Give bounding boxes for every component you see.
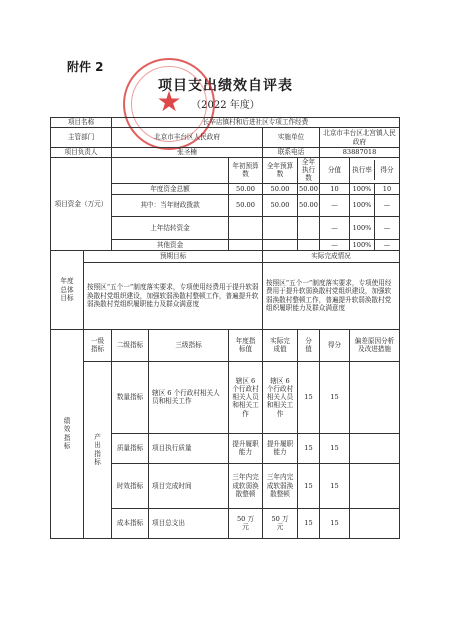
funds-section-label: 项目资金（万元） (51, 158, 112, 251)
project-name-row (51, 118, 400, 128)
indicator-target: 提升履职能力 (229, 433, 263, 463)
indicator-score: 15 (320, 508, 350, 538)
indicator-level3: 项目执行质量 (149, 433, 229, 463)
indicator-level3: 项目总支出 (149, 508, 229, 538)
funds-annual: 50.00 (263, 194, 298, 216)
funds-rate-score (350, 239, 400, 250)
funds-executed: 50.00 (298, 194, 320, 216)
funds-header-rate-score (350, 158, 400, 184)
seal-star-icon: ★ (156, 85, 182, 118)
phone-label: 联系电话 (263, 148, 320, 158)
funds-weight: — (320, 216, 350, 239)
impl-unit-value: 北京市丰台区北宫镇人民政府 (320, 128, 400, 148)
funds-header-score: 得分 (380, 166, 394, 175)
indicator-level2: 成本指标 (112, 508, 149, 538)
funds-score: — (383, 240, 391, 249)
funds-initial (229, 239, 263, 250)
indicator-level3: 项目完成时间 (149, 463, 229, 508)
goals-actual-label: 实际完成情况 (263, 250, 400, 262)
indicator-level2: 数量指标 (112, 361, 149, 433)
indicator-level1: 产出指标 (84, 361, 112, 538)
dept-row (51, 128, 400, 148)
funds-score: 10 (382, 184, 392, 193)
funds-header-row (51, 158, 400, 184)
indicators-header-actual: 实际完成值 (263, 329, 298, 361)
funds-score: — (383, 223, 391, 232)
indicator-target: 50 万元 (229, 508, 263, 538)
funds-rate: 100% (350, 184, 375, 194)
indicator-actual: 三年内完成软弱涣散整顿 (263, 463, 298, 508)
indicators-header-level3: 三级指标 (149, 329, 229, 361)
indicators-section-label: 绩效指标 (51, 329, 84, 538)
indicators-header-weight: 分值 (298, 329, 320, 361)
indicator-level2: 时效指标 (112, 463, 149, 508)
indicator-weight: 15 (298, 508, 320, 538)
funds-weight: — (320, 239, 350, 250)
indicators-header-level1: 一级指标 (84, 329, 112, 361)
indicator-actual: 辖区 6 个行政村相关人员和相关工作 (263, 361, 298, 433)
indicator-weight: 15 (298, 433, 320, 463)
attachment-label: 附件 2 (67, 60, 104, 74)
dept-label: 主管部门 (51, 128, 112, 148)
goals-actual-text: 按照区“五个一”制度落实要求，专项使用经费用于提升软弱涣散村党组织建设，加强软弱涣散村整顿工作，普遍提升软弱涣散村党组织履职能力及群众满意度 (263, 262, 400, 329)
funds-initial: 50.00 (229, 183, 263, 194)
indicator-score: 15 (320, 463, 350, 508)
funds-weight: — (320, 194, 350, 216)
funds-rate: 100% (350, 195, 375, 216)
funds-rate: 100% (350, 240, 375, 250)
funds-header-blank (112, 158, 229, 184)
funds-rate-score (350, 194, 400, 216)
funds-row-label: 其中：当年财政拨款 (112, 194, 229, 216)
indicator-score: 15 (320, 433, 350, 463)
funds-rate-score (350, 216, 400, 239)
goals-section-label: 年度总体目标 (51, 250, 84, 329)
indicator-score: 15 (320, 361, 350, 433)
leader-value: 张圣楠 (112, 148, 263, 158)
year-subtitle: （2022 年度） (191, 100, 260, 111)
indicator-weight: 15 (298, 361, 320, 433)
indicators-header-score: 得分 (320, 329, 350, 361)
indicator-level2: 质量指标 (112, 433, 149, 463)
funds-initial: 50.00 (229, 194, 263, 216)
goals-expected-text: 按照区“五个一”制度落实要求，专项使用经费用于提升软弱涣散村党组织建设，加强软弱涣散村整顿工作，普遍提升软弱涣散村党组织履职能力及群众满意度 (84, 262, 263, 329)
funds-header-executed: 全年执行数 (298, 158, 320, 184)
project-name-label: 项目名称 (51, 118, 112, 128)
leader-label: 项目负责人 (51, 148, 112, 158)
funds-rate-score (350, 183, 400, 194)
phone-value: 83887018 (320, 148, 400, 158)
funds-executed: 50.00 (299, 184, 318, 193)
funds-executed (298, 216, 320, 239)
funds-annual (263, 216, 298, 239)
dept-value: 北京市丰台区人民政府 (112, 128, 263, 148)
indicator-deviation (350, 463, 400, 508)
funds-initial (229, 216, 263, 239)
indicator-deviation (350, 508, 400, 538)
indicators-header-level2: 二级指标 (112, 329, 149, 361)
funds-weight: 10 (320, 183, 350, 194)
indicators-header-deviation: 偏差原因分析及改进措施 (350, 329, 400, 361)
indicator-target: 三年内完成软弱涣散整顿 (229, 463, 263, 508)
goals-expected-label: 预期目标 (84, 250, 263, 262)
funds-header-initial: 年初预算数 (229, 158, 263, 184)
indicator-row (51, 361, 400, 433)
funds-row-label: 上年结转资金 (112, 216, 229, 239)
indicator-weight: 15 (298, 463, 320, 508)
funds-annual (263, 239, 298, 250)
goals-content-row (51, 262, 400, 329)
self-evaluation-table (50, 117, 400, 539)
indicators-header-row (51, 329, 400, 361)
funds-header-weight: 分值 (320, 158, 350, 184)
funds-header-rate: 执行率 (350, 160, 375, 180)
indicator-level3: 辖区 6 个行政村相关人员和相关工作 (149, 361, 229, 433)
indicator-deviation (350, 433, 400, 463)
funds-score: — (383, 201, 391, 210)
funds-annual: 50.00 (263, 183, 298, 194)
indicator-deviation (350, 361, 400, 433)
indicator-target: 辖区 6 个行政村相关人员和相关工作 (229, 361, 263, 433)
funds-header-annual: 全年预算数 (263, 158, 298, 184)
page-title: 项目支出绩效自评表 (158, 78, 293, 94)
funds-row-label: 年度资金总额 (112, 183, 229, 194)
indicator-actual: 提升履职能力 (263, 433, 298, 463)
funds-rate: 100% (350, 217, 375, 239)
goals-header-row (51, 250, 400, 262)
indicators-header-target: 年度指标值 (229, 329, 263, 361)
indicator-actual: 50 万元 (263, 508, 298, 538)
project-name-value: 长辛店镇村和后进社区专项工作经费 (112, 118, 400, 128)
funds-executed (298, 239, 320, 250)
impl-unit-label: 实施单位 (263, 128, 320, 148)
funds-row-label: 其他资金 (112, 239, 229, 250)
leader-row (51, 148, 400, 158)
